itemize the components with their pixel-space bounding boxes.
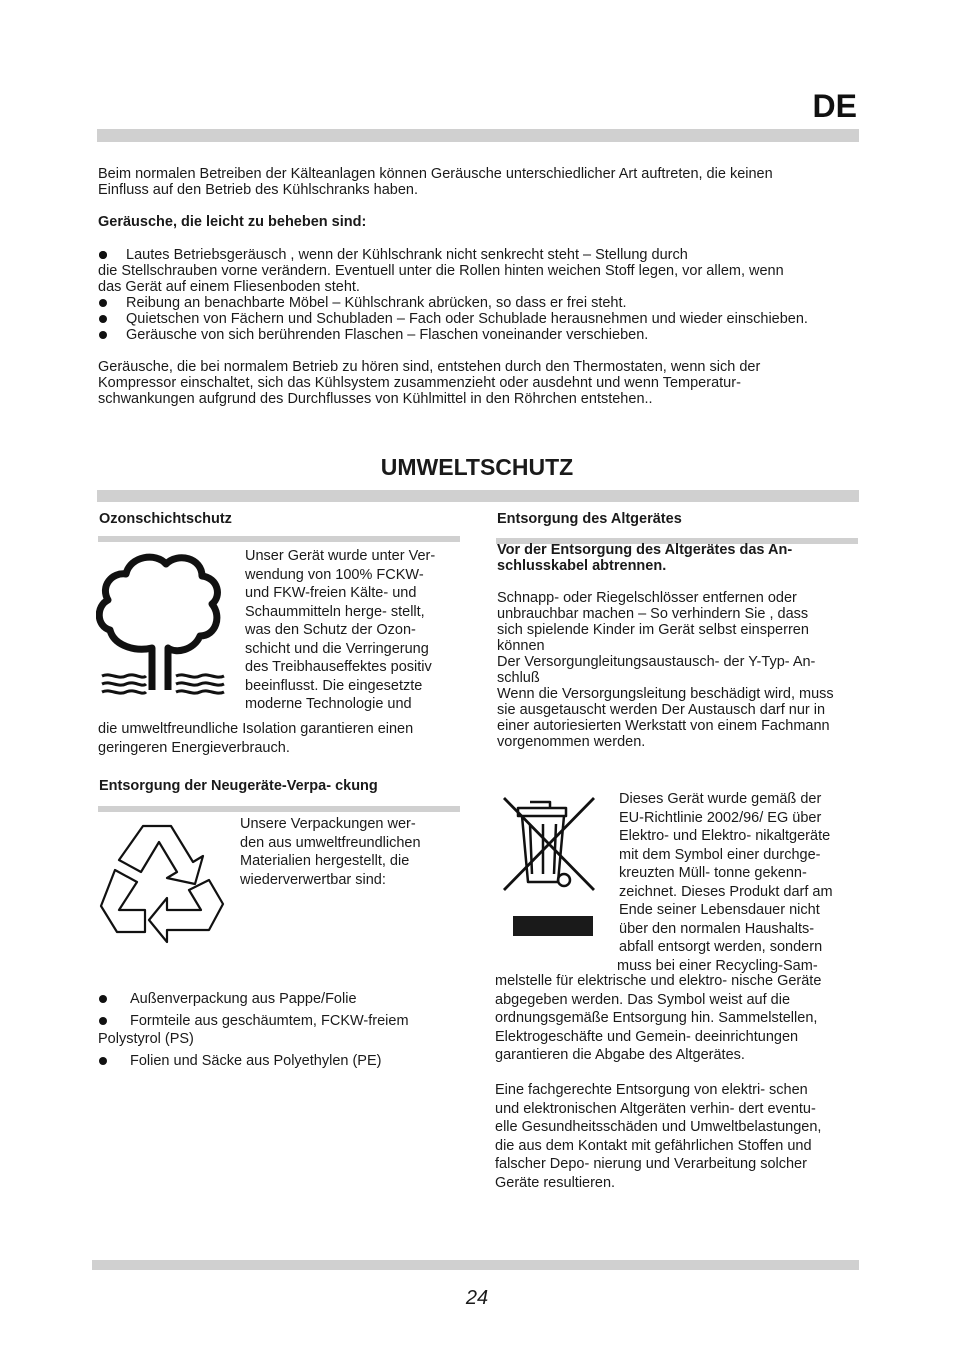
intro-paragraph: Beim normalen Betreiben der Kälteanlagen können Geräusche unterschiedlicher Art auftreten, die keinen Einfluss auf den Betrieb des Kühlschranks haben. (98, 166, 773, 198)
recycle-icon (97, 816, 229, 956)
disposal-warning: Vor der Entsorgung des Altgerätes das An- schlusskabel abtrennen. (497, 542, 793, 574)
disposal-text: Schnapp- oder Riegelschlösser entfernen oder unbrauchbar machen – So verhindern Sie , dass sich spielende Kinder im Gerät selbst einsperren können Der Versorgungleitungsaustausch- der Y-Typ- An- schluß Wenn die Versorgungsleitung beschädigt wird, muss sie ausgetauscht werden Der Austausch darf nur in einer autoriesierten Werkstatt von einem Fachmann vorgenommen werden. (497, 590, 834, 750)
noise-subheading: Geräusche, die leicht zu beheben sind: (98, 214, 367, 230)
language-code: DE (812, 88, 857, 124)
list-item: Geräusche von sich berührenden Flaschen – Flaschen voneinander verschieben. (98, 327, 868, 343)
crossed-bin-icon (500, 794, 600, 940)
final-paragraph: Eine fachgerechte Entsorgung von elektri- schen und elektronischen Altgeräten verhin- dert eventu- elle Gesundheitsschäden und Umweltbelastungen, die aus dem Kontakt mit gefährlichen Stoffen und falscher Depo- nierung und Verarbeitung solcher Geräte resultieren. (495, 1082, 822, 1191)
section-rule (97, 490, 859, 502)
list-item: Formteile aus geschäumtem, FCKW-freiem Polystyrol (PS) (98, 1012, 409, 1047)
weee-text-full: melstelle für elektrische und elektro- nische Geräte abgegeben werden. Das Symbol weist auf die ordnungsgemäße Entsorgung hin. Sammelstellen, Elektrogeschäfte und Gemein- deeinrichtungen garantieren die Abgabe des Altgerätes. (495, 973, 822, 1063)
ozone-heading: Ozonschichtschutz (99, 511, 232, 527)
packaging-text: Unsere Verpackungen wer- den aus umweltfreundlichen Materialien hergestellt, die wiederverwertbar sind: (240, 816, 421, 888)
packaging-heading: Entsorgung der Neugeräte-Verpa- ckung (99, 778, 378, 794)
footer-rule (92, 1260, 859, 1270)
packaging-bullet-list (98, 990, 468, 1070)
intro-section (98, 166, 868, 407)
disposal-heading: Entsorgung des Altgerätes (497, 511, 682, 527)
closing-paragraph: Geräusche, die bei normalem Betrieb zu hören sind, entstehen durch den Thermostaten, wenn sich der Kompressor einschaltet, sich das Kühlsystem zusammenzieht oder ausdehnt und wenn Temperatur- schwankungen aufgrund des Durchflusses von Kühlmittel in den Röhrchen entstehen.. (98, 359, 761, 407)
list-item: Folien und Säcke aus Polyethylen (PE) (98, 1052, 468, 1071)
list-item: Außenverpackung aus Pappe/Folie (98, 990, 468, 1009)
ozone-text-side: Unser Gerät wurde unter Ver- wendung von 100% FCKW- und FKW-freien Kälte- und Schaummitteln herge- stellt, was den Schutz der Ozon- schicht und die Verringerung des Treibhauseffektes positiv beeinflusst. Die eingesetzte moderne Technologie und (245, 548, 436, 712)
packaging-rule (98, 806, 460, 812)
ozone-rule (98, 536, 460, 542)
list-item: Reibung an benachbarte Möbel – Kühlschrank abrücken, so dass er frei steht. (98, 295, 868, 311)
tree-icon (96, 550, 228, 696)
list-item: Lautes Betriebsgeräusch , wenn der Kühlschrank nicht senkrecht steht – Stellung durch die Stellschrauben vorne verändern. Eventuell unter die Rollen hinten weichen Stoff legen, vor allem, wenn das Gerät auf einem Fliesenboden steht. (98, 247, 868, 295)
page-number: 24 (465, 1287, 489, 1309)
weee-text-side: Dieses Gerät wurde gemäß der EU-Richtlinie 2002/96/ EG über Elektro- und Elektro- nikaltgeräte mit dem Symbol einer durchge- kreuzten Müll- tonne gekenn- zeichnet. Dieses Produkt darf am Ende seiner Lebensdauer nicht über den normalen Haushalts- abfall entsorgt werden, sondern muss bei einer Recycling-Sam- (617, 791, 833, 974)
list-item: Quietschen von Fächern und Schubladen – Fach oder Schublade herausnehmen und wieder einschieben. (98, 311, 868, 327)
ozone-text-full: die umweltfreundliche Isolation garantieren einen geringeren Energieverbrauch. (98, 721, 414, 756)
section-title: UMWELTSCHUTZ (380, 454, 574, 480)
noise-bullet-list (98, 247, 868, 343)
header-rule (97, 129, 859, 142)
